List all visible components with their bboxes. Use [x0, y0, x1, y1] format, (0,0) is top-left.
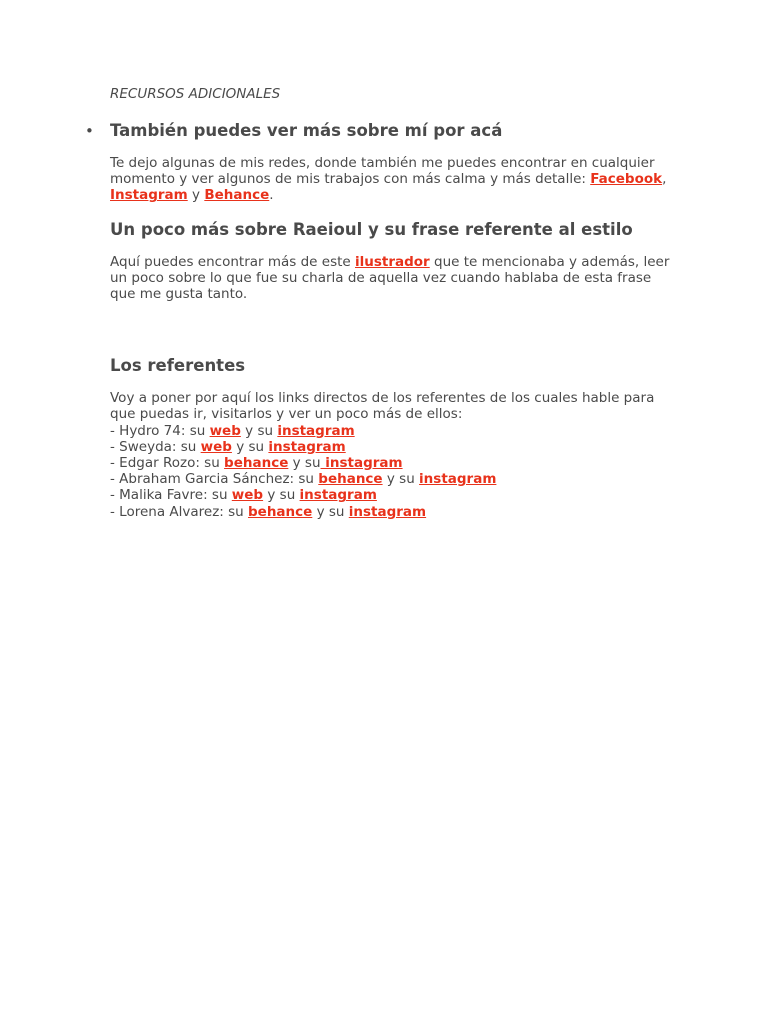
raeioul-paragraph-text-after: que te mencionaba y además, leer un poco sobre lo que fue su charla de aquella vez cuando hablaba de esta frase que me gusta tanto.: [110, 253, 670, 303]
behance-link[interactable]: Behance: [204, 187, 270, 204]
referente-instagram-link[interactable]: instagram: [299, 487, 377, 504]
raeioul-paragraph-text-before: Aquí puedes encontrar más de este: [110, 253, 355, 270]
redes-paragraph: [110, 155, 670, 204]
raeioul-paragraph: [110, 254, 670, 303]
referente-instagram-link[interactable]: instagram: [419, 471, 497, 488]
ilustrador-link[interactable]: ilustrador: [355, 253, 430, 270]
referente-item: - Edgar Rozo: su behance y su instagram: [110, 455, 403, 472]
referente-instagram-link[interactable]: instagram: [320, 455, 403, 472]
section-heading-raeioul: Un poco más sobre Raeioul y su frase referente al estilo: [110, 219, 633, 239]
referentes-intro: Voy a poner por aquí los links directos de los referentes de los cuales hable para que puedas ir, visitarlos y ver un poco más de ellos:: [110, 390, 655, 423]
instagram-link[interactable]: Instagram: [110, 187, 188, 204]
referente-item: - Malika Favre: su web y su instagram: [110, 487, 377, 504]
bullet-marker: •: [85, 122, 94, 140]
section-heading-redes: [85, 120, 670, 142]
referente-web-link[interactable]: web: [209, 422, 241, 439]
referentes-paragraph: [110, 390, 670, 520]
referente-instagram-link[interactable]: instagram: [268, 438, 346, 455]
paragraph-end: .: [269, 187, 274, 204]
referente-item: - Lorena Alvarez: su behance y su instagram: [110, 503, 427, 520]
document-page: [85, 86, 670, 520]
section-heading-referentes: Los referentes: [110, 356, 246, 376]
section-heading-redes-text: También puedes ver más sobre mí por acá: [110, 121, 503, 140]
referente-instagram-link[interactable]: instagram: [348, 503, 427, 520]
referente-behance-link[interactable]: behance: [318, 471, 383, 488]
referente-item: - Abraham Garcia Sánchez: su behance y su instagram: [110, 471, 497, 488]
referente-behance-link[interactable]: behance: [248, 503, 313, 520]
referente-behance-link[interactable]: behance: [224, 455, 289, 472]
separator-comma: ,: [662, 171, 667, 188]
referente-web-link[interactable]: web: [231, 487, 264, 504]
referente-instagram-link[interactable]: instagram: [277, 422, 355, 439]
referente-item: - Sweyda: su web y su instagram: [110, 438, 346, 455]
redes-paragraph-text: Te dejo algunas de mis redes, donde también me puedes encontrar en cualquier momento y ver algunos de mis trabajos con más calma y más detalle:: [110, 155, 655, 188]
facebook-link[interactable]: Facebook: [590, 171, 663, 188]
referente-web-link[interactable]: web: [200, 438, 232, 455]
referente-item: - Hydro 74: su web y su instagram: [110, 422, 355, 439]
separator-y: y: [187, 187, 205, 204]
section-kicker: RECURSOS ADICIONALES: [110, 86, 281, 102]
